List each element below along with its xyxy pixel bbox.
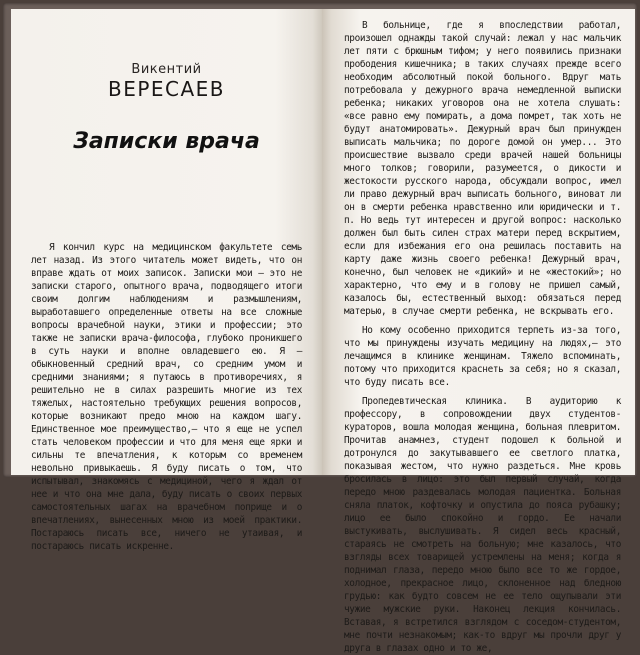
window-frame — [3, 3, 637, 654]
paragraph: Пропедевтическая клиника. В аудиторию к профессору, в сопровождении двух студентов-кураторов, вошла молодая женщина, больная плевритом. Прочитав анамнез, студент подошел к больной и дотронулся до закутывавшего ее светлого платка, показывая жестом, что нужно раздеться. Мне кровь бросилась в лицо: это был первый случай, когда передо мною раздевалась молодая пациентка. Больная сняла платок, кофточку и опустила до пояса рубашку; лицо ее было спокойно и гордо. Ее начали выстукивать, выслушивать. Я сидел весь красный, стараясь не смотреть на больную; мне казалось, что взгляды всех товарищей устремлены на меня; когда я поднимал глаза, передо мною было все то же гордое, холодное, прекрасное лицо, склоненное над бледною грудью: как будто совсем не ее тело ощупывали эти чужие мужские руки. Наконец лекция кончилась. Вставая, я встретился взглядом с соседом-студентом, мне почти незнакомым; как-то вдруг мы прочли друг у друга в глазах одно и то же, — [344, 396, 621, 654]
author-first-name: Викентий — [131, 62, 202, 77]
right-page-text — [344, 19, 621, 655]
paragraph: В больнице, где я впоследствии работал, произошел однажды такой случай: лежал у нас мальчик лет пяти с брюшным тифом; у него появились признаки прободения кишечника; в таких случаях прежде всего необходим абсолютный покой больного. Вдруг мать потребовала у дежурного врача немедленной выписки ребенка; никаких уговоров она не хотела слушать: «все равно ему помирать, а дома помрет, так хоть не будут анатомировать». Дежурный врач был принужден выписать мальчика; по дороге домой он умер... Это происшествие вызвало среди врачей нашей больницы много толков; говорили, разумеется, о дикости и жестокости русского народа, обсуждали вопрос, имел ли право дежурный врач выписать больного, виноват ли он в смерти ребенка нравственно или юридически и т. п. Но ведь тут интересен и другой вопрос: насколько должен был быть силен страх матери перед вскрытием, если для избежания его она решилась поставить на карту даже жизнь своего ребенка! Дежурный врач, конечно, был человек не «дикий» и не «жестокий»; но характерно, что ему и в голову не пришел самый, казалось бы, естественный выход: обязаться перед матерью, в случае смерти ребенка, не вскрывать его. — [344, 20, 621, 317]
book-spread — [11, 9, 635, 654]
right-page — [322, 9, 635, 654]
left-page — [11, 9, 322, 552]
left-page-text: Я кончил курс на медицинском факультете семь лет назад. Из этого читатель может видеть, что он вправе ждать от моих записок. Записки мои — это не записки старого, опытного врача, подводящего итоги своим долгим наблюдениям и размышлениям, выработавшего определенные ответы на все сложные вопросы врачебной науки, этики и профессии; это также не записки врача-философа, глубоко проникшего в суть науки и вполне овладевшего ею. Я — обыкновенный средний врач, со средним умом и средними знаниями; я путаюсь в противоречиях, я решительно не в силах разрешить многие из тех тяжелых, настоятельно требующих решения вопросов, которые возникают предо мною на каждом шагу. Единственное мое преимущество,— что я еще не успел стать человеком профессии и что для меня еще ярки и сильны те впечатления, к которым со временем невольно привыкаешь. Я буду писать о том, что испытывал, знакомясь с медициной, чего я ждал от нее и что она мне дала, буду писать о своих первых самостоятельных шагах на врачебном поприще и о впечатлениях, вынесенных мною из моей практики. Постараюсь писать все, ничего не утаивая, и постараюсь писать искренне. — [31, 242, 302, 552]
paragraph: Но кому особенно приходится терпеть из-за того, что мы принуждены изучать медицину на людях,— это лечащимся в клинике женщинам. Тяжело вспоминать, потому что приходится краснеть за себя; но я сказал, что буду писать все. — [344, 325, 621, 388]
book-title: Записки врача — [73, 129, 260, 154]
author-last-name: ВЕРЕСАЕВ — [107, 77, 226, 101]
